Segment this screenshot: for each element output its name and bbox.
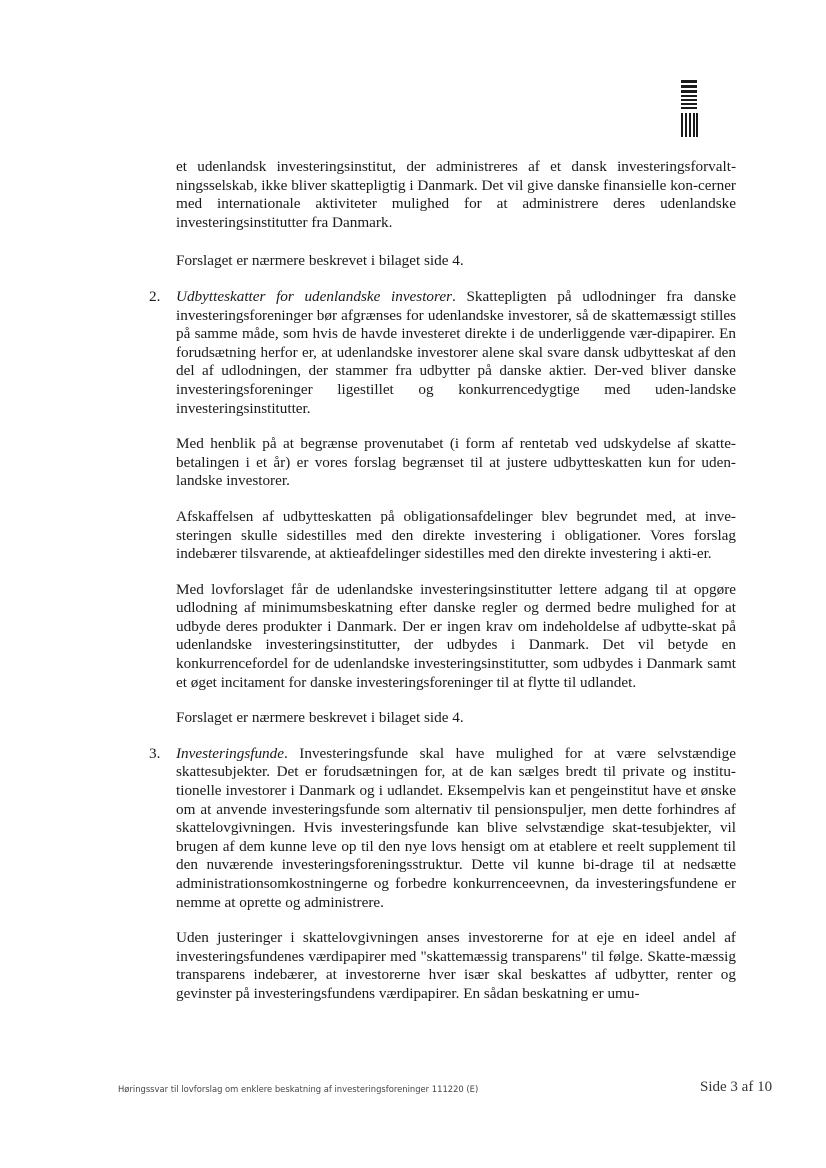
footer-document-title: Høringssvar til lovforslag om enklere beskatning af investeringsforeninger 111220 (E) [118, 1084, 479, 1094]
list-item-body: . Investeringsfunde skal have mulighed for at være selvstændige skattesubjekter. Det er forudsætningen for, at de kan sælges bredt til private og institu-tionelle investorer i Danmark og i udlandet. Eksempelvis kan et pengeinstitut have et ønske om at anvende investeringsfunde som alternativ til pensionspuljer, men dette forhindres af skattelovgivningen. Hvis investeringsfunde kan blive selvstændige skat-tesubjekter, vil brugen af dem kunne leve op til den nye lovs hensigt om at etablere et reelt supplement til den nuværende investeringsforeningsstruktur. Dette vil kunne bi-drage til at nedsætte administrationsomkostningerne og forbedre konkurrenceevnen, da investeringsfundene er nemme at oprette og administrere. [176, 744, 736, 911]
list-item-title: Udbytteskatter for udenlandske investorer [176, 287, 453, 305]
organization-logo [680, 80, 698, 138]
paragraph-continuation: et udenlandsk investeringsinstitut, der administreres af et dansk investeringsforvalt-ningsselskab, ikke bliver skattepligtig i Danmark. Det vil give danske finansielle kon-cerner med internationale aktiviteter mulighed for at administrere deres udenlandske investeringsinstitutter fra Danmark. [176, 158, 736, 231]
list-item-text [176, 745, 736, 912]
list-item-2 [149, 287, 736, 418]
paragraph-afskaffelse: Afskaffelsen af udbytteskatten på obligationsafdelinger blev begrundet med, at inve-steringen skulle sidestilles med den direkte investering i obligationer. Vores forslag indebærer tilsvarende, at aktieafdelinger sidestilles med den direkte investering i akti-er. [176, 507, 736, 563]
list-item-body: . Skattepligten på udlodninger fra danske investeringsforeninger bør afgrænses for udenlandske investorer, så de skattemæssigt stilles på samme måde, som hvis de havde investeret direkte i de underliggende vær-dipapirer. En forudsætning herfor er, at udenlandske investorer alene skal svare dansk udbytteskat af den del af udlodningen, der stammer fra udbytter på danske aktier. Der-ved bliver danske investeringsforeninger ligestillet og konkurrencedygtige med uden-landske investeringsinstitutter. [176, 287, 736, 417]
document-body [149, 158, 736, 1021]
paragraph-skattelovgivning: Uden justeringer i skattelovgivningen anses investorerne for at eje en ideel andel af investeringsfundenes værdipapirer med "skattemæssig transparens" til følge. Skatte-mæssig transparens indebærer, at investorerne hver især skal beskattes af udbytter, renter og gevinster på investeringsfundens værdipapirer. En sådan beskatning er umu- [176, 929, 736, 1002]
footer-page-number: Side 3 af 10 [700, 1079, 773, 1095]
paragraph-reference-1: Forslaget er nærmere beskrevet i bilaget side 4. [176, 252, 464, 270]
list-item-number: 3. [149, 744, 161, 762]
list-item-text [176, 288, 736, 418]
list-item-number: 2. [149, 287, 161, 305]
paragraph-provenutab: Med henblik på at begrænse provenutabet (i form af rentetab ved udskydelse af skatte-betalingen i et år) er vores forslag begrænset til at justere udbytteskatten kun for uden-landske investorer. [176, 435, 736, 490]
paragraph-reference-2: Forslaget er nærmere beskrevet i bilaget side 4. [176, 709, 464, 727]
list-item-title: Investeringsfunde [176, 744, 284, 762]
paragraph-lovforslag: Med lovforslaget får de udenlandske investeringsinstitutter lettere adgang til at opgøre udlodning af minimumsbeskatning efter danske regler og dermed bedre mulighed for at udbyde deres produkter i Danmark. Der er ingen krav om indeholdelse af udbytte-skat på udenlandske investeringsinstitutter, der udbydes i Danmark. Det vil betyde en konkurrencefordel for de udenlandske investeringsinstitutter, som udbydes i Danmark samt et øget incitament for danske investeringsforeninger til at flytte til udlandet. [176, 580, 736, 691]
list-item-3 [149, 744, 736, 912]
